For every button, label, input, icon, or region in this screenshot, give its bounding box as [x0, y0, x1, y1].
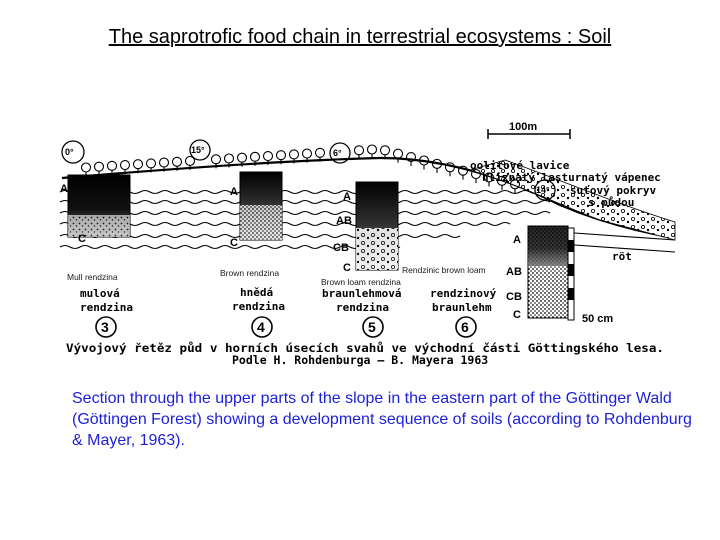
soil-czech-4a: hnědá [240, 286, 274, 299]
tree-icon [355, 146, 364, 160]
rock-label-scree-1: suťový pokryv [570, 184, 657, 197]
tree-icon [394, 149, 403, 163]
scale-bar-50cm [568, 228, 613, 325]
horizon-6-cb: CB [506, 291, 522, 303]
horizon-5-a: A [343, 191, 351, 203]
slope-angle-6: 6° [333, 148, 342, 158]
soil-english-5: Brown loam rendzina [321, 277, 401, 287]
soil-english-6: Rendzinic brown loam [402, 265, 486, 275]
soil-profile-6-top [528, 226, 568, 266]
tree-icon [420, 156, 429, 170]
source-line-1: Vývojový řetěz půd v horních úsecích svahů ve východní části Göttingského lesa. [66, 341, 664, 355]
soil-english-3: Mull rendzina [67, 272, 118, 282]
soil-number-circles [96, 317, 476, 337]
soil-profile-5-base [356, 228, 398, 270]
slope-angle-15: 15° [191, 145, 205, 155]
horizon-6-a: A [513, 234, 521, 246]
scale-bar-100m [488, 121, 570, 139]
soil-number-4: 4 [257, 319, 265, 335]
horizon-5-c: C [343, 262, 351, 274]
rock-label-oolite: oolitové lavice [470, 159, 570, 172]
tree-icon [433, 159, 442, 173]
soil-czech-3a: mulová [80, 287, 120, 300]
soil-czech-3b: rendzina [80, 301, 133, 314]
horizon-5-ab: AB [336, 215, 352, 227]
scale-50cm-label: 50 cm [582, 313, 614, 325]
slope-angle-0: 0° [65, 147, 74, 157]
horizon-6-c: C [513, 309, 521, 321]
horizon-5-cb: CB [333, 242, 349, 254]
soil-english-4: Brown rendzina [220, 268, 280, 278]
soil-number-3: 3 [101, 319, 109, 335]
tree-row [82, 145, 520, 193]
rock-label-scree-2: s půdou [588, 196, 635, 209]
soil-czech-6b: braunlehm [432, 301, 492, 314]
soil-czech-6a: rendzinový [430, 287, 497, 300]
horizon-4-c: C [230, 237, 238, 249]
soil-number-6: 6 [461, 319, 469, 335]
scale-100m-label: 100m [509, 121, 538, 133]
figure-caption: Section through the upper parts of the slope in the eastern part of the Göttinger Wald (Göttingen Forest) showing a development sequence of soils (according to Rohdenburg & Mayer, 1963). [72, 390, 692, 449]
source-line-2: Podle H. Rohdenburga – B. Mayera 1963 [232, 353, 489, 367]
rock-label-limestone: hliznatý lasturnatý vápenec [482, 171, 661, 184]
soil-profile-4-base [240, 205, 282, 240]
soil-section-diagram [0, 95, 720, 370]
horizon-4-a: A [230, 186, 238, 198]
soil-czech-5a: braunlehmová [322, 287, 402, 300]
tree-icon [368, 145, 377, 159]
horizon-3-a: A [60, 183, 68, 195]
slope-angle-14: 14° [536, 185, 550, 195]
tree-icon [82, 163, 91, 177]
soil-czech-5b: rendzina [336, 301, 389, 314]
soil-czech-4b: rendzina [232, 300, 285, 313]
horizon-6-ab: AB [506, 266, 522, 278]
soil-number-5: 5 [368, 319, 376, 335]
slide-title: The saprotrofic food chain in terrestrial ecosystems : Soil [108, 26, 612, 48]
rock-label-rot: röt [612, 250, 632, 263]
horizon-3-c: C [78, 233, 86, 245]
